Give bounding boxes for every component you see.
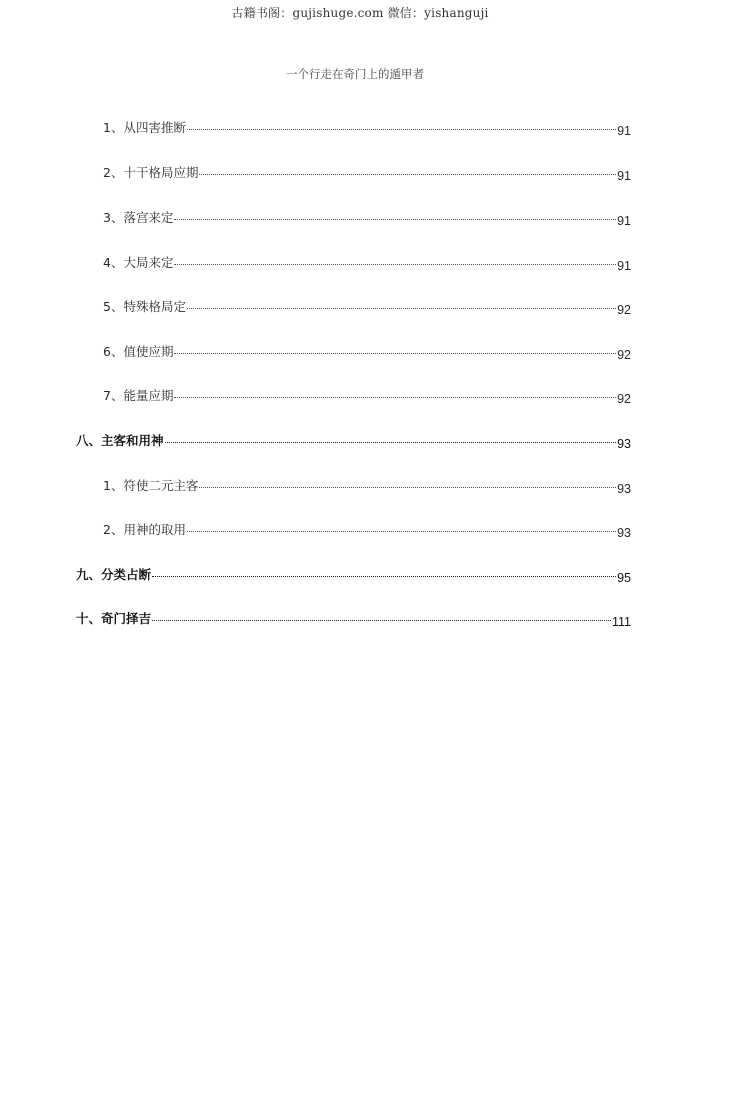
toc-entry-page: 91: [617, 169, 631, 183]
toc-entry-label: 6、值使应期: [103, 344, 174, 359]
toc-entry-label: 2、用神的取用: [103, 522, 186, 537]
toc-entry-5[interactable]: [103, 342, 631, 362]
toc-entry-page: 93: [617, 437, 631, 451]
toc-entry-0[interactable]: [103, 118, 631, 138]
toc-entry-label: 5、特殊格局定: [103, 299, 186, 314]
dot-leader: [199, 486, 616, 488]
toc-entry-label: 7、能量应期: [103, 388, 174, 403]
watermark-text: 古籍书阁：gujishuge.com 微信：yishanguji: [231, 6, 489, 20]
dot-leader: [199, 173, 616, 175]
toc-entry-page: 92: [617, 303, 631, 317]
toc-entry-label: 4、大局来定: [103, 255, 174, 270]
toc-entry-label: 2、十干格局应期: [103, 165, 199, 180]
toc-entry-9[interactable]: [103, 520, 631, 540]
toc-entry-1[interactable]: [103, 163, 631, 183]
toc-entry-7[interactable]: [76, 431, 631, 451]
dot-leader: [174, 396, 616, 398]
toc-entry-11[interactable]: [76, 609, 631, 629]
toc-entry-page: 93: [617, 482, 631, 496]
dot-leader: [174, 263, 616, 265]
toc-entry-label: 1、符使二元主客: [103, 478, 199, 493]
toc-entry-3[interactable]: [103, 253, 631, 273]
toc-entry-label: 1、从四害推断: [103, 120, 186, 135]
toc-entry-label: 3、落宫来定: [103, 210, 174, 225]
toc-entry-page: 111: [611, 615, 631, 629]
toc-entry-4[interactable]: [103, 297, 631, 317]
toc-entry-page: 91: [617, 124, 631, 138]
toc-entry-6[interactable]: [103, 386, 631, 406]
toc-entry-page: 91: [617, 259, 631, 273]
dot-leader: [174, 218, 616, 220]
dot-leader: [174, 352, 616, 354]
dot-leader: [187, 530, 616, 532]
toc-entry-page: 95: [617, 571, 631, 585]
toc-entry-10[interactable]: [76, 565, 631, 585]
toc-entry-label: 九、分类占断: [76, 567, 152, 582]
running-header-title: 一个行走在奇门上的遁甲者: [286, 67, 424, 81]
toc-entry-8[interactable]: [103, 476, 631, 496]
toc-entry-page: 92: [617, 392, 631, 406]
dot-leader: [187, 307, 616, 309]
dot-leader: [152, 619, 611, 621]
dot-leader: [187, 128, 616, 130]
toc-entry-label: 八、主客和用神: [76, 433, 164, 448]
toc-entry-page: 92: [617, 348, 631, 362]
toc-entry-page: 93: [617, 526, 631, 540]
dot-leader: [165, 441, 617, 443]
toc-entry-label: 十、奇门择吉: [76, 611, 152, 626]
dot-leader: [152, 575, 616, 577]
toc-entry-2[interactable]: [103, 208, 631, 228]
toc-entry-page: 91: [617, 214, 631, 228]
